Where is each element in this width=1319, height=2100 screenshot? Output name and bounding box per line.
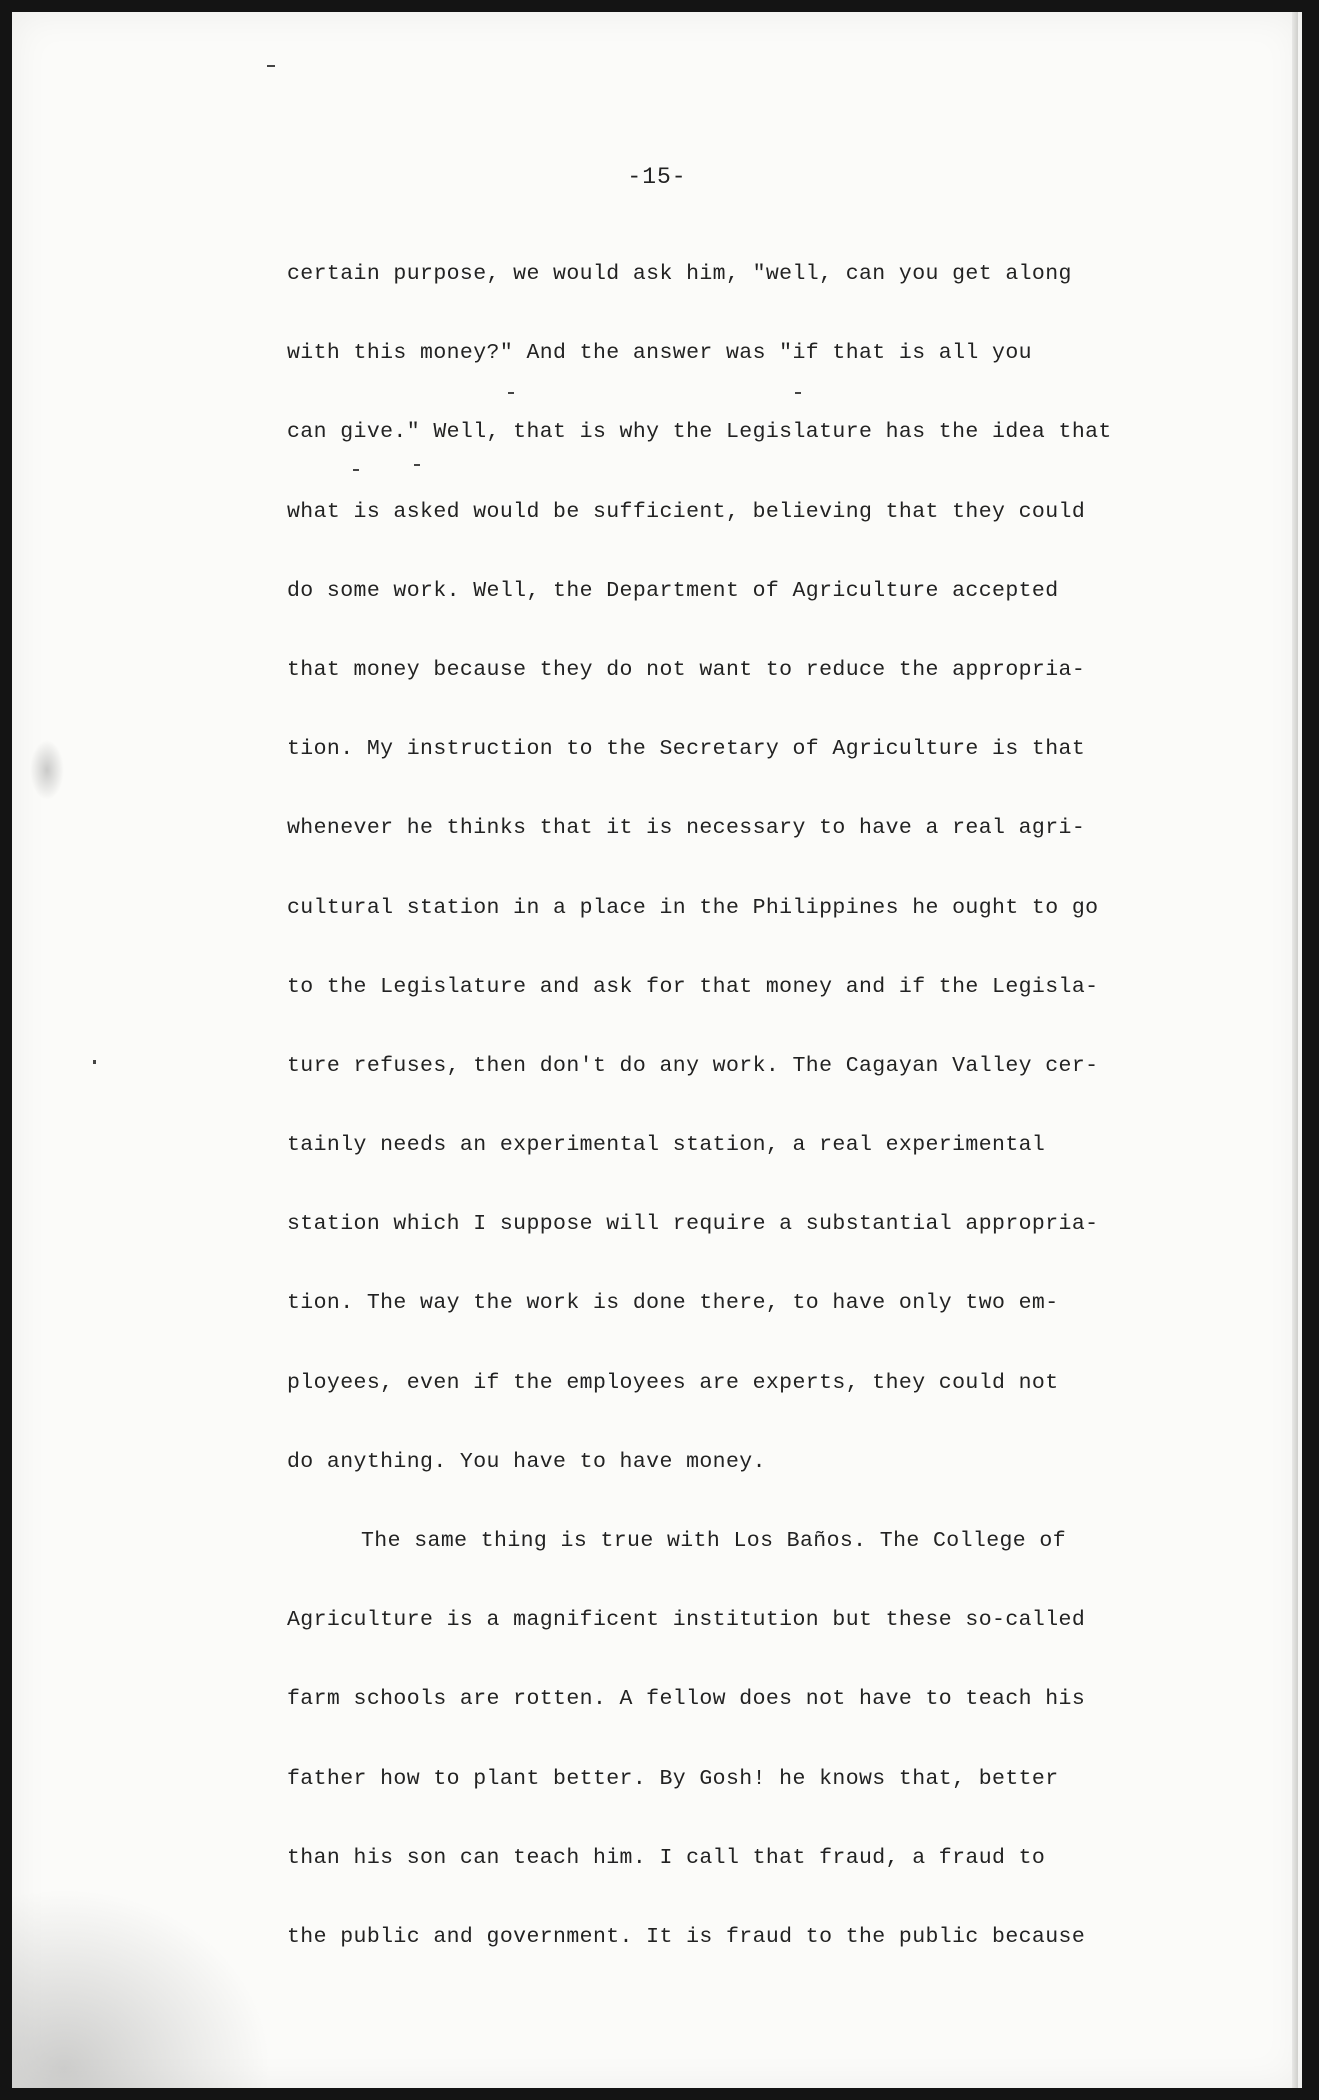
text-line: cultural station in a place in the Philippines he ought to go — [287, 895, 1099, 920]
text-line: that money because they do not want to reduce the appropria- — [287, 657, 1086, 682]
text-line: Agriculture is a magnificent institution but these so-called — [287, 1608, 1086, 1633]
text-line: do anything. You have to have money. — [287, 1449, 766, 1474]
stray-mark — [93, 1060, 96, 1064]
body-text — [287, 254, 1187, 1996]
page-number: -15- — [627, 164, 687, 190]
scan-smudge — [12, 1888, 272, 2088]
scan-smudge — [30, 740, 64, 800]
text-line: station which I suppose will require a substantial appropria- — [287, 1212, 1099, 1237]
text-line: what is asked would be sufficient, believing that they could — [287, 499, 1086, 524]
text-line: tion. The way the work is done there, to have only two em- — [287, 1291, 1059, 1316]
text-line: ture refuses, then don't do any work. The Cagayan Valley cer- — [287, 1053, 1099, 1078]
text-line: do some work. Well, the Department of Agriculture accepted — [287, 578, 1059, 603]
typewritten-page — [12, 12, 1302, 2088]
paper-edge — [1292, 12, 1298, 2088]
text-line: farm schools are rotten. A fellow does not have to teach his — [287, 1687, 1086, 1712]
text-line: whenever he thinks that it is necessary to have a real agri- — [287, 816, 1086, 841]
text-line: with this money?" And the answer was "if that is all you — [287, 341, 1032, 366]
stray-mark — [267, 65, 275, 67]
text-line: to the Legislature and ask for that money and if the Legisla- — [287, 974, 1099, 999]
text-line: ployees, even if the employees are experts, they could not — [287, 1370, 1059, 1395]
text-line: father how to plant better. By Gosh! he knows that, better — [287, 1766, 1059, 1791]
text-line: tion. My instruction to the Secretary of Agriculture is that — [287, 737, 1086, 762]
text-line: certain purpose, we would ask him, "well, can you get along — [287, 262, 1072, 286]
paragraph-start-line: The same thing is true with Los Baños. The College of — [361, 1529, 1067, 1553]
text-line: tainly needs an experimental station, a real experimental — [287, 1133, 1046, 1158]
text-line: than his son can teach him. I call that fraud, a fraud to — [287, 1845, 1046, 1870]
text-line: can give." Well, that is why the Legislature has the idea that — [287, 420, 1112, 445]
text-line: the public and government. It is fraud to the public because — [287, 1924, 1086, 1949]
